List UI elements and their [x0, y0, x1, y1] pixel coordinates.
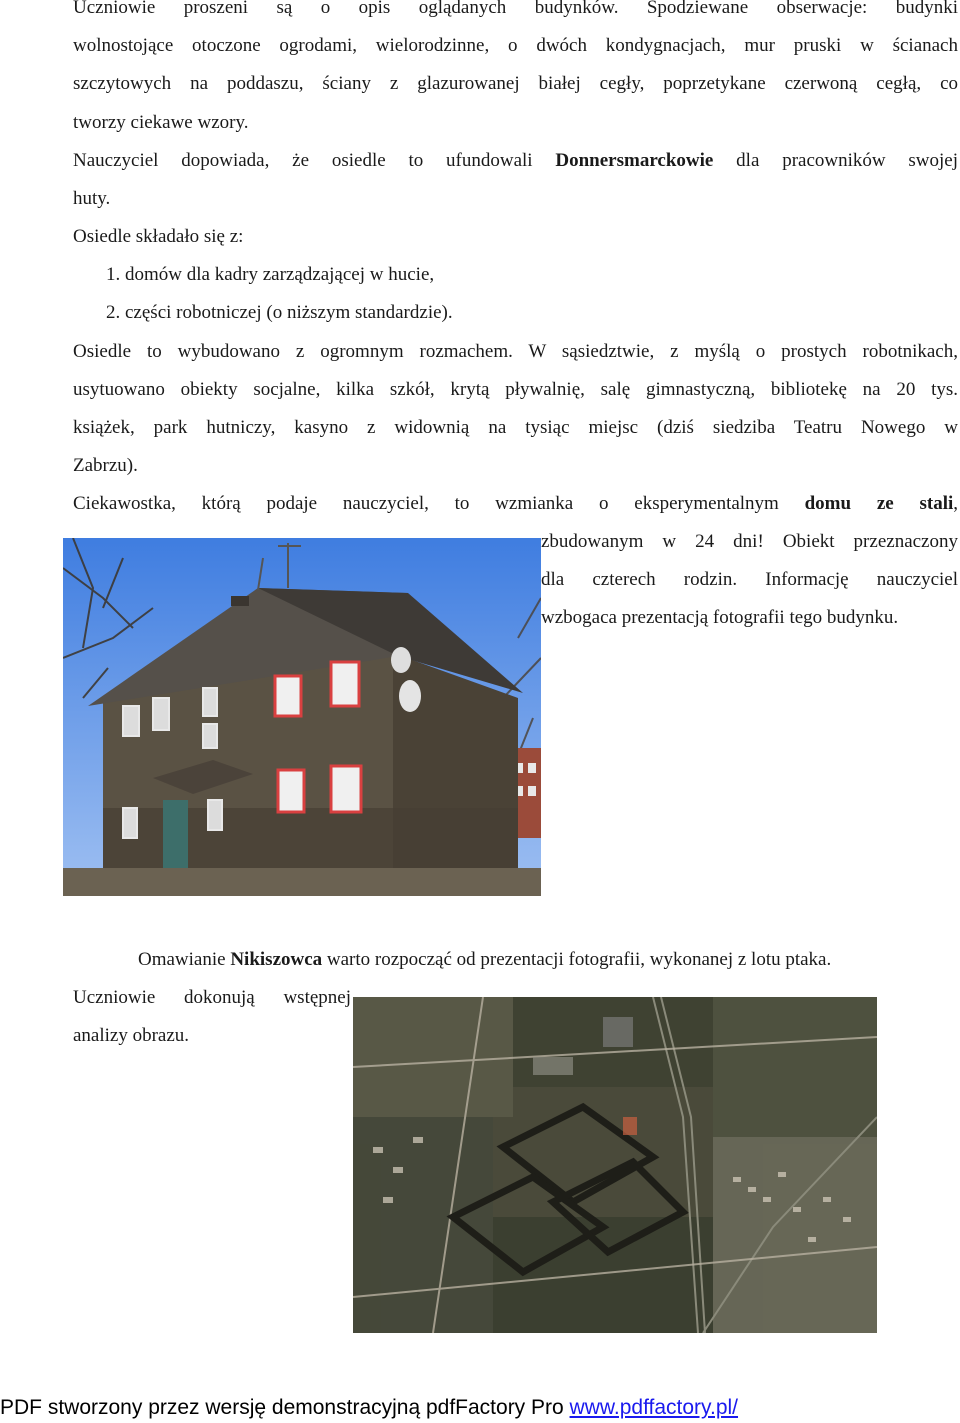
- paragraph-5-line-1: [73, 492, 958, 516]
- footer-text: PDF stworzony przez wersję demonstracyjną pdfFactory Pro: [0, 1396, 570, 1419]
- paragraph-1-line-3: szczytowych na poddaszu, ściany z glazurowanej białej cegły, poprzetykane czerwoną cegłą, co: [73, 73, 958, 94]
- paragraph-1-line-2: wolnostojące otoczone ogrodami, wielorodzinne, o dwóch kondygnacjach, mur pruski w ścianach: [73, 35, 958, 56]
- paragraph-2-text-before: Nauczyciel dopowiada, że osiedle to ufundowali: [73, 150, 556, 171]
- nikiszowiec-name: Nikiszowca: [230, 949, 323, 970]
- list-item-text: części robotniczej (o niższym standardzie).: [125, 302, 453, 323]
- list-intro: Osiedle składało się z:: [73, 226, 244, 247]
- list-item-number: 1.: [106, 264, 121, 285]
- paragraph-4-line-1: Osiedle to wybudowano z ogromnym rozmachem. W sąsiedztwie, z myślą o prostych robotnikach,: [73, 341, 958, 362]
- paragraph-2-line-1: [73, 149, 958, 173]
- paragraph-1-line-4: tworzy ciekawe wzory.: [73, 112, 249, 133]
- aerial-photo: [353, 997, 877, 1333]
- steel-house-bold: domu ze stali: [804, 493, 954, 514]
- paragraph-4-line-4: Zabrzu).: [73, 455, 138, 476]
- steel-house-photo: [63, 538, 541, 896]
- pdf-footer: [0, 1396, 738, 1420]
- paragraph-6-line-1: [138, 948, 831, 972]
- paragraph-6-text-after: warto rozpocząć od prezentacji fotografii, wykonanej z lotu ptaka.: [322, 949, 832, 970]
- paragraph-4-line-3: książek, park hutniczy, kasyno z widownią na tysiąc miejsc (dziś siedziba Teatru Nowego w: [73, 417, 958, 438]
- list-item: [106, 301, 453, 325]
- paragraph-2-line-2: huty.: [73, 188, 111, 209]
- paragraph-1-line-1: Uczniowie proszeni są o opis oglądanych budynków. Spodziewane obserwacje: budynki: [73, 0, 958, 18]
- aerial-image: [353, 997, 877, 1333]
- list-item-text: domów dla kadry zarządzającej w hucie,: [125, 264, 435, 285]
- paragraph-5-text-after: ,: [953, 493, 958, 514]
- paragraph-5-text-before: Ciekawostka, którą podaje nauczyciel, to wzmianka o eksperymentalnym: [73, 493, 805, 514]
- paragraph-4-line-2: usytuowano obiekty socjalne, kilka szkół, krytą pływalnię, salę gimnastyczną, bibliotekę na 20 tys.: [73, 379, 958, 400]
- donnersmarck-name: Donnersmarckowie: [555, 150, 714, 171]
- paragraph-6-line-3: analizy obrazu.: [73, 1025, 190, 1046]
- paragraph-5-line-3: dla czterech rodzin. Informację nauczyciel: [541, 569, 958, 590]
- paragraph-5-line-4: wzbogaca prezentacją fotografii tego budynku.: [541, 607, 899, 628]
- paragraph-2-text-after: dla pracowników swojej: [736, 150, 959, 171]
- list-item: [106, 263, 434, 287]
- paragraph-6-line-2: Uczniowie dokonują wstępnej: [73, 987, 351, 1008]
- footer-link[interactable]: www.pdffactory.pl/: [569, 1396, 739, 1419]
- paragraph-6-text-before: Omawianie: [138, 949, 231, 970]
- steel-house-image: [63, 538, 541, 896]
- paragraph-5-line-2: zbudowanym w 24 dni! Obiekt przeznaczony: [541, 531, 958, 552]
- list-item-number: 2.: [106, 302, 121, 323]
